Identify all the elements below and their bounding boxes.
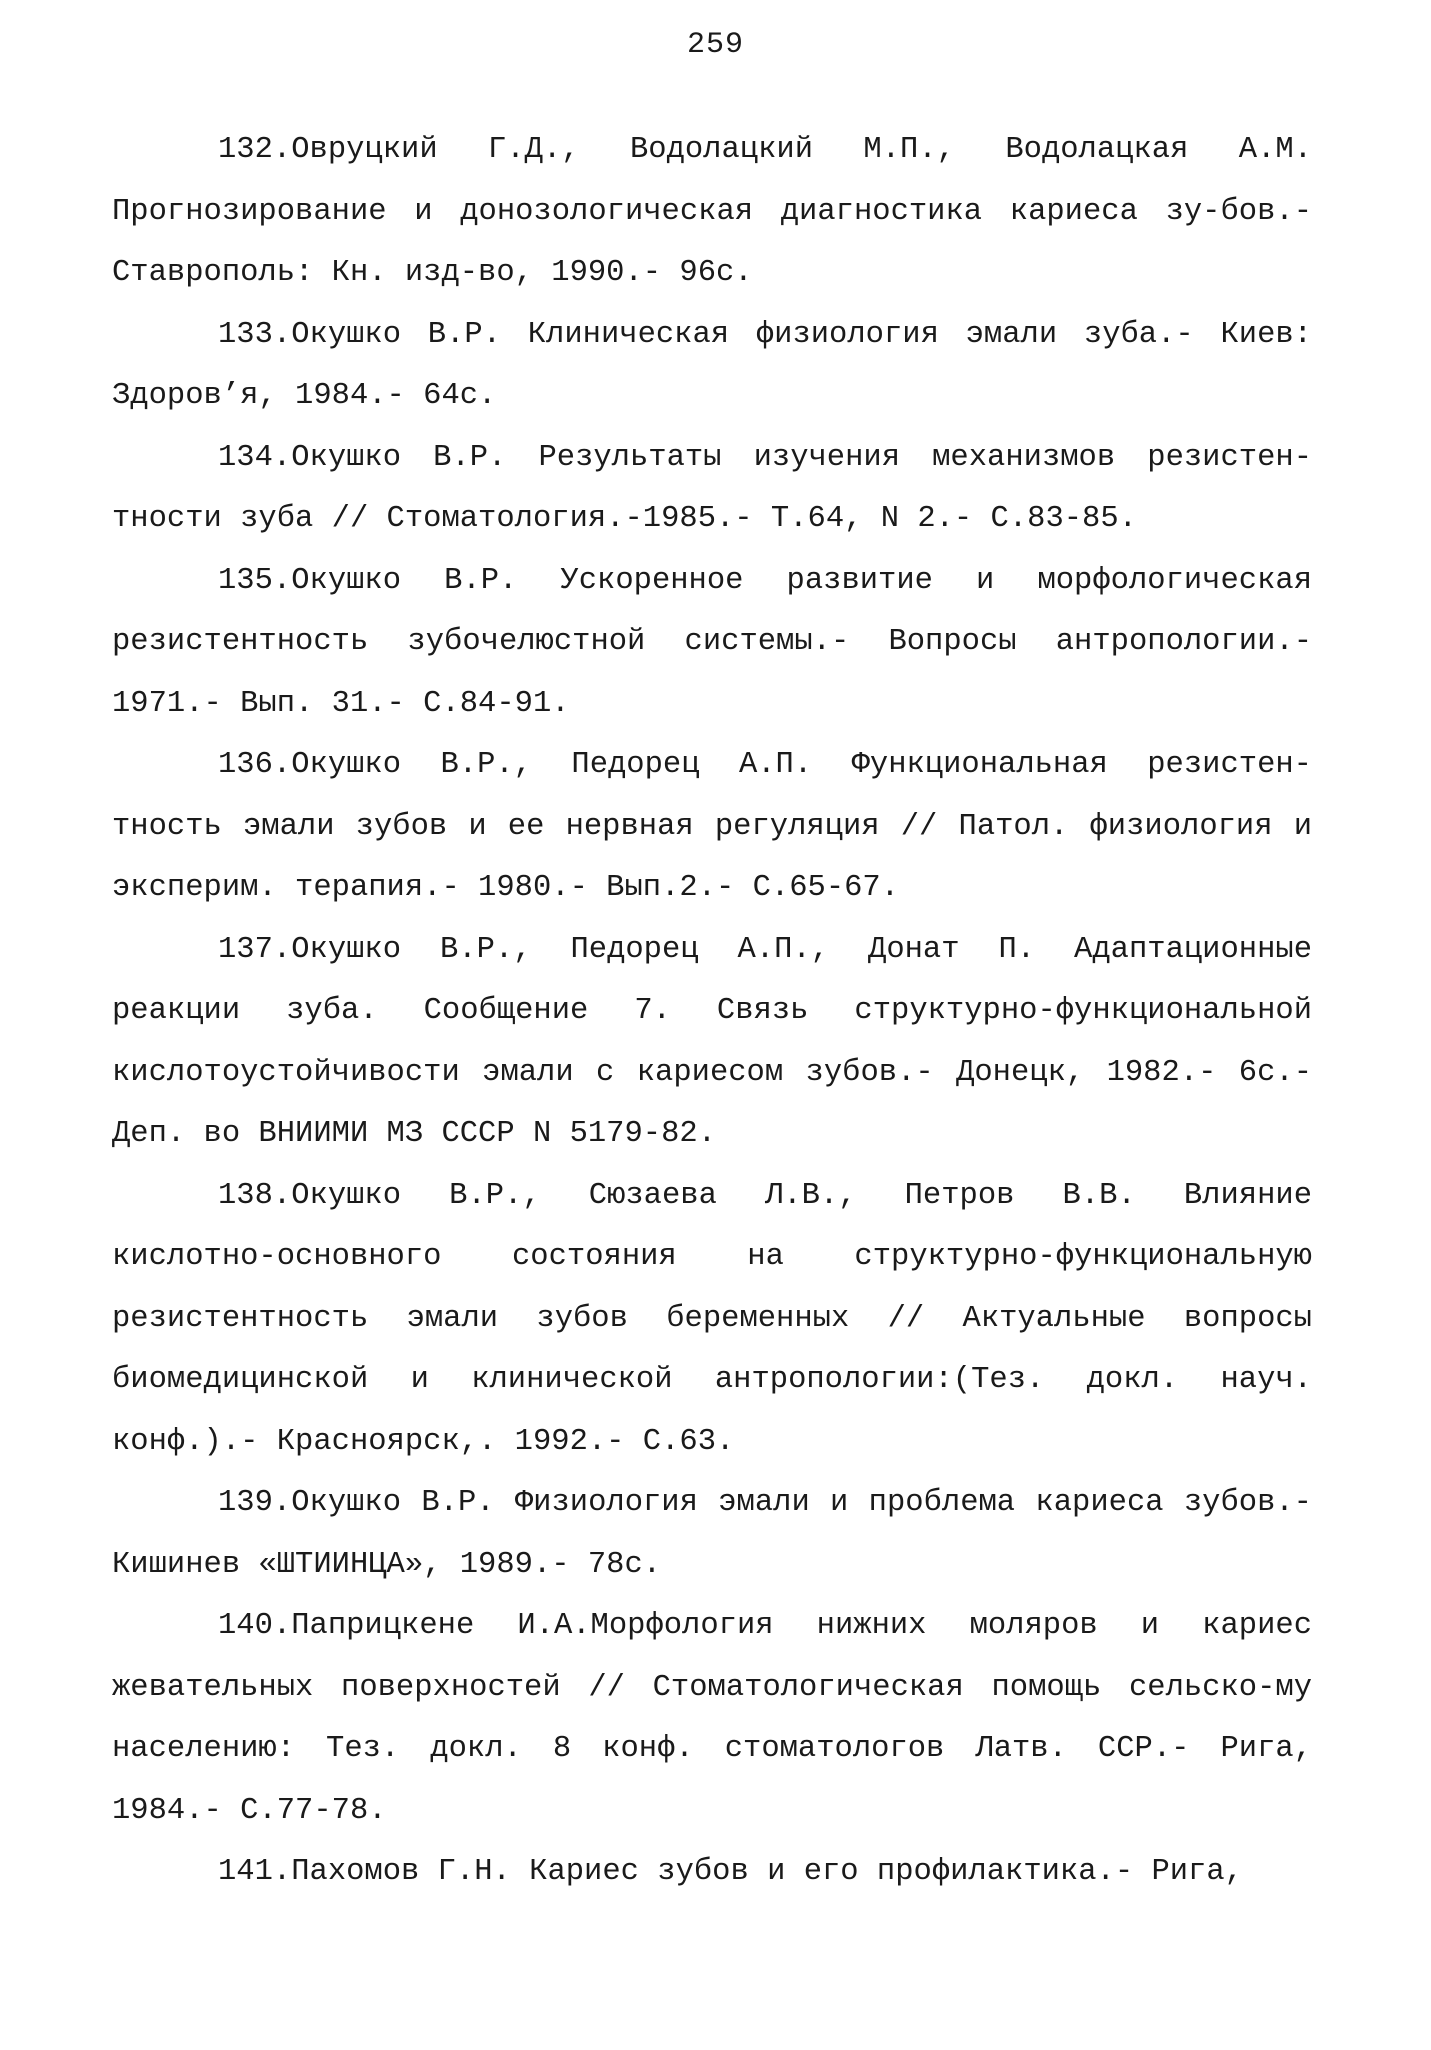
page-number: 259	[686, 28, 744, 62]
reference-item-132: 132.Овруцкий Г.Д., Водолацкий М.П., Водолацкая А.М. Прогнозирование и донозологическая диагностика кариеса зу-бов.- Ставрополь: Кн. изд-во, 1990.- 96с.	[112, 133, 1312, 290]
reference-item-141: 141.Пахомов Г.Н. Кариес зубов и его профилактика.- Рига,	[218, 1855, 1243, 1889]
reference-item-139: 139.Окушко В.Р. Физиология эмали и проблема кариеса зубов.- Кишинев «ШТИИНЦА», 1989.- 78с.	[112, 1486, 1312, 1582]
reference-item-135: 135.Окушко В.Р. Ускоренное развитие и морфологическая резистентность зубочелюстной системы.- Вопросы антропологии.- 1971.- Вып. 31.- С.84-91.	[112, 563, 1312, 721]
reference-item-140: 140.Паприцкене И.А.Морфология нижних моляров и кариес жевательных поверхностей // Стоматологическая помощь сельско-му населению: Тез. докл. 8 конф. стоматологов Латв. ССР.- Рига, 1984.- С.77-78.	[112, 1609, 1312, 1828]
reference-list	[112, 120, 1312, 1904]
reference-item-137: 137.Окушко В.Р., Педорец А.П., Донат П. Адаптационные реакции зуба. Сообщение 7. Связь структурно-функциональной кислотоустойчивости эмали с кариесом зубов.- Донецк, 1982.- 6с.- Деп. во ВНИИМИ МЗ СССР N 5179-82.	[112, 932, 1312, 1151]
reference-item-133: 133.Окушко В.Р. Клиническая физиология эмали зуба.- Киев: Здоров’я, 1984.- 64с.	[112, 317, 1312, 413]
reference-item-134: 134.Окушко В.Р. Результаты изучения механизмов резистен-тности зуба // Стоматология.-1985.- Т.64, N 2.- С.83-85.	[112, 440, 1312, 536]
reference-item-136: 136.Окушко В.Р., Педорец А.П. Функциональная резистен-тность эмали зубов и ее нервная регуляция // Патол. физиология и эксперим. терапия.- 1980.- Вып.2.- С.65-67.	[112, 748, 1312, 905]
reference-item-138: 138.Окушко В.Р., Сюзаева Л.В., Петров В.В. Влияние кислотно-основного состояния на структурно-функциональную резистентность эмали зубов беременных // Актуальные вопросы биомедицинской и клинической антропологии:(Тез. докл. науч. конф.).- Красноярск,. 1992.- С.63.	[112, 1178, 1312, 1459]
